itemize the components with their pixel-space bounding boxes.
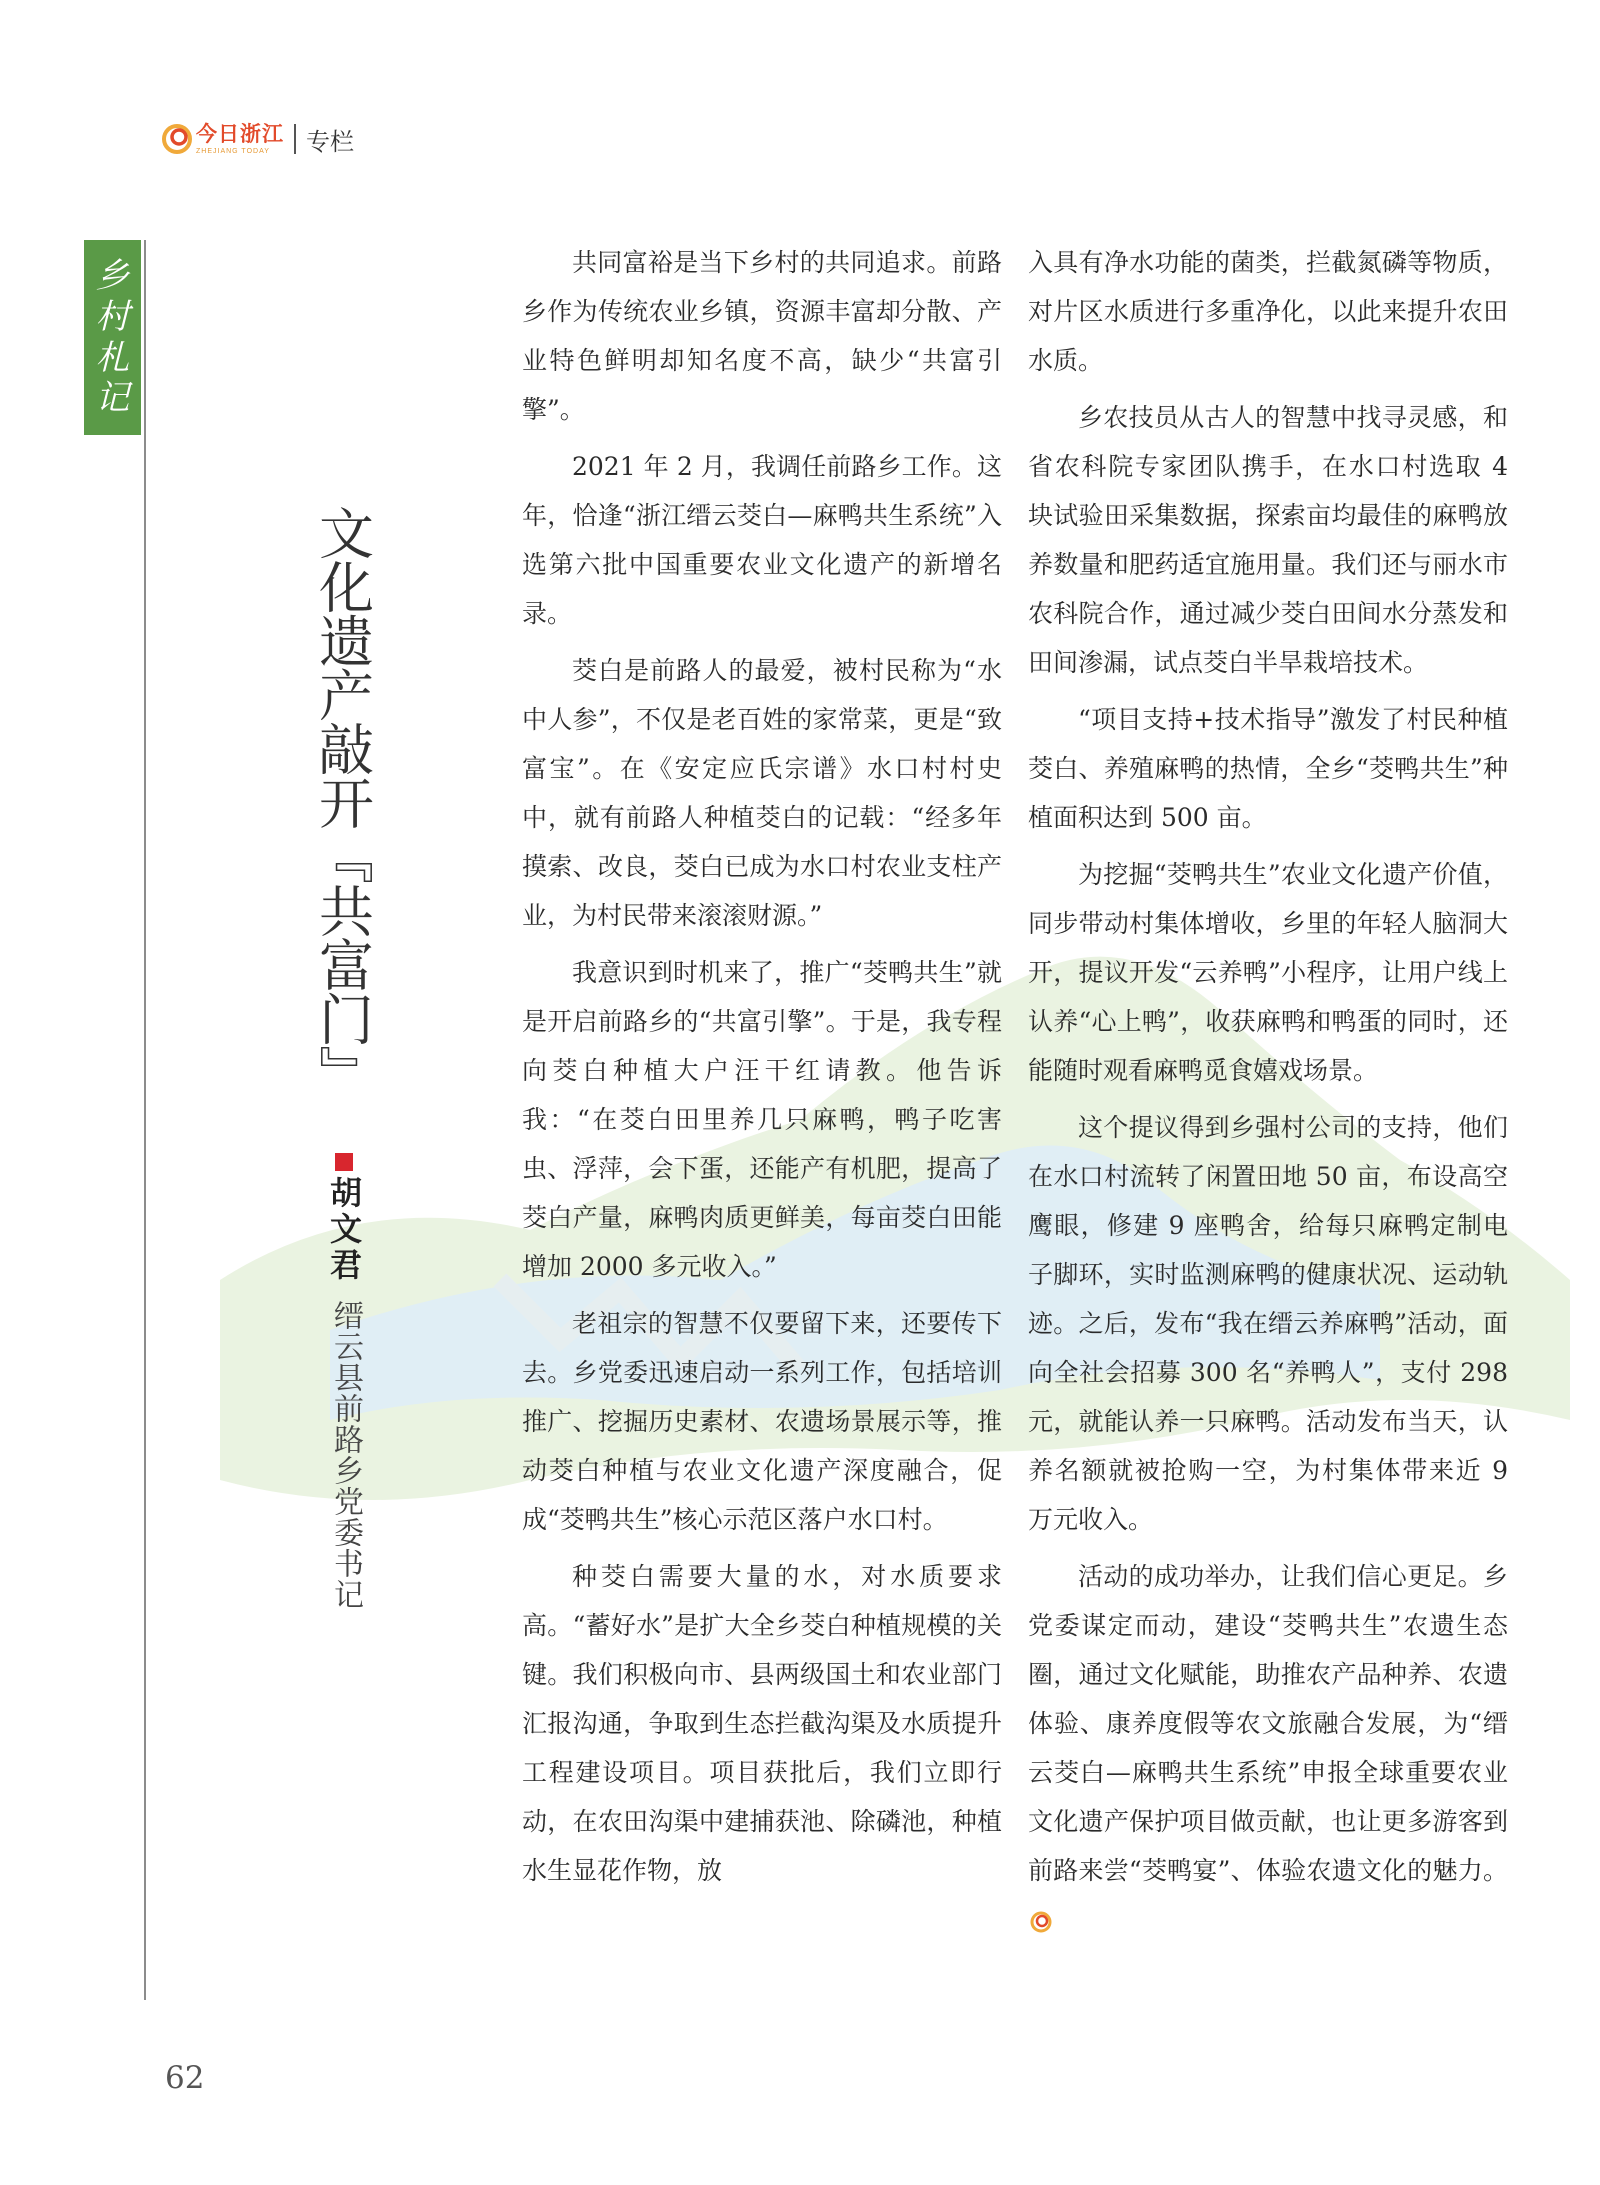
margin-rule xyxy=(144,240,146,2000)
logo-chinese: 今日浙江 xyxy=(196,121,284,146)
section-tab-char: 札 xyxy=(95,337,130,378)
body-paragraph: 活动的成功举办，让我们信心更足。乡党委谋定而动，建设“茭鸭共生”农遗生态圈，通过文化赋能，助推农产品种养、农遗体验、康养度假等农文旅融合发展，为“缙云茭白—麻鸭共生系统”申报全球重要农业文化遗产保护项目做贡献，也让更多游客到前路来尝“茭鸭宴”、体验农遗文化的魅力。 xyxy=(1028,1552,1508,1944)
body-paragraph: 乡农技员从古人的智慧中找寻灵感，和省农科院专家团队携手，在水口村选取 4 块试验田采集数据，探索亩均最佳的麻鸭放养数量和肥药适宜施用量。我们还与丽水市农科院合作，通过减少茭白田间水分蒸发和田间渗漏，试点茭白半旱栽培技术。 xyxy=(1028,403,1508,677)
body-paragraph: “项目支持+技术指导”激发了村民种植茭白、养殖麻鸭的热情，全乡“茭鸭共生”种植面积达到 500 亩。 xyxy=(1028,705,1508,832)
body-paragraph: 入具有净水功能的菌类，拦截氮磷等物质，对片区水质进行多重净化，以此来提升农田水质。 xyxy=(1028,248,1508,375)
body-paragraph: 2021 年 2 月，我调任前路乡工作。这年，恰逢“浙江缙云茭白—麻鸭共生系统”入选第六批中国重要农业文化遗产的新增名录。 xyxy=(522,452,1002,628)
section-tab xyxy=(84,240,141,435)
body-column-2 xyxy=(1028,238,1508,1952)
body-paragraph: 共同富裕是当下乡村的共同追求。前路乡作为传统农业乡镇，资源丰富却分散、产业特色鲜明却知名度不高，缺少“共富引擎”。 xyxy=(522,248,1002,424)
body-paragraph: 老祖宗的智慧不仅要留下来，还要传下去。乡党委迅速启动一系列工作，包括培训推广、挖掘历史素材、农遗场景展示等，推动茭白种植与农业文化遗产深度融合，促成“茭鸭共生”核心示范区落户水口村。 xyxy=(522,1309,1002,1534)
column-label: 专栏 xyxy=(306,127,354,156)
author-role: 缙云县前路乡党委书记 xyxy=(328,1300,363,1610)
body-column-1 xyxy=(522,238,1002,1903)
section-tab-char: 村 xyxy=(95,296,130,337)
article-title: 文化遗产敲开『共富门』 xyxy=(310,505,374,1099)
magazine-logo xyxy=(196,121,284,155)
body-paragraph: 我意识到时机来了，推广“茭鸭共生”就是开启前路乡的“共富引擎”。于是，我专程向茭白种植大户汪干红请教。他告诉我：“在茭白田里养几只麻鸭，鸭子吃害虫、浮萍，会下蛋，还能产有机肥，提高了茭白产量，麻鸭肉质更鲜美，每亩茭白田能增加 2000 多元收入。” xyxy=(522,958,1002,1281)
body-paragraph: 为挖掘“茭鸭共生”农业文化遗产价值，同步带动村集体增收，乡里的年轻人脑洞大开，提议开发“云养鸭”小程序，让用户线上认养“心上鸭”，收获麻鸭和鸭蛋的同时，还能随时观看麻鸭觅食嬉戏场景。 xyxy=(1028,860,1508,1085)
author-marker xyxy=(335,1153,353,1171)
section-tab-char: 乡 xyxy=(95,255,130,296)
page-number: 62 xyxy=(165,2060,205,2096)
body-paragraph: 种茭白需要大量的水，对水质要求高。“蓄好水”是扩大全乡茭白种植规模的关键。我们积极向市、县两级国土和农业部门汇报沟通，争取到生态拦截沟渠及水质提升工程建设项目。项目获批后，我们立即行动，在农田沟渠中建捕获池、除磷池，种植水生显花作物，放 xyxy=(522,1562,1002,1885)
magazine-logo-icon xyxy=(162,124,192,154)
end-mark-icon xyxy=(1030,1911,1052,1933)
author-name: 胡文君 xyxy=(325,1176,363,1284)
section-tab-char: 记 xyxy=(95,378,130,419)
header-divider xyxy=(294,124,296,154)
body-paragraph: 茭白是前路人的最爱，被村民称为“水中人参”，不仅是老百姓的家常菜，更是“致富宝”。在《安定应氏宗谱》水口村村史中，就有前路人种植茭白的记载：“经多年摸索、改良，茭白已成为水口村农业支柱产业，为村民带来滚滚财源。” xyxy=(522,656,1002,930)
body-paragraph: 这个提议得到乡强村公司的支持，他们在水口村流转了闲置田地 50 亩，布设高空鹰眼，修建 9 座鸭舍，给每只麻鸭定制电子脚环，实时监测麻鸭的健康状况、运动轨迹。之后，发布“我在缙云养麻鸭”活动，面向全社会招募 300 名“养鸭人”，支付 298 元，就能认养一只麻鸭。活动发布当天，认养名额就被抢购一空，为村集体带来近 9 万元收入。 xyxy=(1028,1113,1508,1534)
logo-english: ZHEJIANG TODAY xyxy=(196,147,270,155)
magazine-header xyxy=(162,118,354,160)
